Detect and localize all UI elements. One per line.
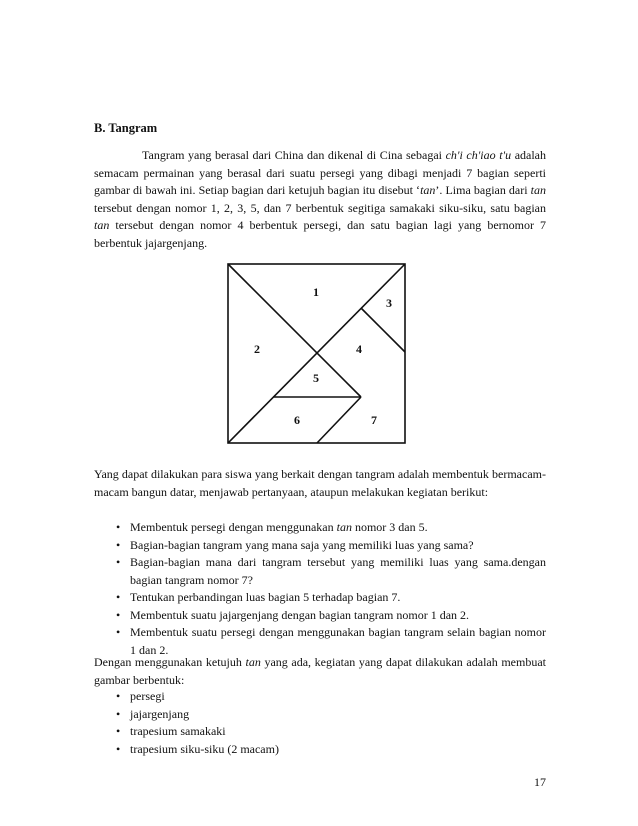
item-text: nomor 3 dan 5. xyxy=(351,520,428,534)
list-item xyxy=(94,589,546,607)
tangram-label-3: 3 xyxy=(386,296,392,310)
bullet-icon: • xyxy=(116,555,121,569)
intro-text-2: adalah semacam permainan yang berasal dari suatu persegi yang dibagi menjadi 7 bagian seperti gambar di bawah ini. Setiap bagian dari ketujuh bagian itu disebut ‘ xyxy=(94,148,547,197)
bullet-icon: • xyxy=(116,706,121,721)
tan-term: tan xyxy=(245,655,261,669)
item-text: persegi xyxy=(130,689,165,703)
tangram-label-5: 5 xyxy=(313,371,319,385)
item-text: trapesium siku-siku (2 macam) xyxy=(130,741,279,756)
page-number: 17 xyxy=(534,775,546,789)
intro-text-4: tersebut dengan nomor 1, 2, 3, 5, dan 7 berbentuk segitiga samakaki siku-siku, satu bagian xyxy=(94,200,546,215)
item-text: Tentukan perbandingan luas bagian 5 terhadap bagian 7. xyxy=(130,590,401,604)
list-item xyxy=(94,723,546,741)
list-item xyxy=(94,537,546,555)
item-text: Bagian-bagian mana dari tangram tersebut yang memiliki luas yang sama.dengan bagian tangram nomor 7? xyxy=(130,555,546,587)
tangram-figure xyxy=(227,263,407,445)
chinese-term: ch'i ch'iao t'u xyxy=(445,148,512,162)
item-text: Membentuk suatu jajargenjang dengan bagian tangram nomor 1 dan 2. xyxy=(130,607,470,622)
shapes-list xyxy=(94,688,546,758)
tan-term: tan xyxy=(530,183,547,197)
bullet-icon: • xyxy=(116,724,121,738)
intro-text-3: ’. Lima bagian dari xyxy=(435,183,531,197)
bullet-icon: • xyxy=(116,607,121,622)
tan-term: tan xyxy=(336,520,352,534)
bullet-icon: • xyxy=(116,590,121,604)
list-item xyxy=(94,519,546,537)
item-text: Membentuk suatu persegi dengan menggunakan bagian tangram selain bagian nomor 1 dan 2. xyxy=(130,625,546,657)
tangram-diagonal xyxy=(228,264,361,397)
list-item xyxy=(94,706,546,724)
tangram-label-1: 1 xyxy=(313,285,319,299)
item-text: jajargenjang xyxy=(130,706,190,721)
tangram-label-7: 7 xyxy=(371,413,377,427)
intro-text-5: tersebut dengan nomor 4 berbentuk persegi, dan satu bagian lagi yang bernomor 7 berbentuk jajargenjang. xyxy=(94,218,546,250)
bullet-icon: • xyxy=(116,520,121,534)
bullet-icon: • xyxy=(116,537,121,552)
tangram-piece-7-edge xyxy=(317,397,361,443)
item-text: Membentuk persegi dengan menggunakan xyxy=(130,520,337,534)
tangram-piece-3-edge xyxy=(361,308,405,352)
item-text: trapesium samakaki xyxy=(130,724,226,738)
shapes-paragraph xyxy=(94,654,546,689)
activities-list xyxy=(94,519,546,659)
bullet-icon: • xyxy=(116,625,121,639)
tangram-label-4: 4 xyxy=(356,342,362,356)
tangram-label-2: 2 xyxy=(254,342,260,356)
intro-paragraph xyxy=(94,147,546,252)
list-item xyxy=(94,741,546,759)
shapes-text-2: yang ada, kegiatan yang dapat dilakukan adalah membuat gambar berbentuk: xyxy=(94,655,546,687)
list-item xyxy=(94,554,546,589)
list-item xyxy=(94,688,546,706)
activities-paragraph: Yang dapat dilakukan para siswa yang berkait dengan tangram adalah membentuk bermacam-macam bangun datar, menjawab pertanyaan, ataupun melakukan kegiatan berikut: xyxy=(94,467,546,499)
tangram-label-6: 6 xyxy=(294,413,300,427)
intro-text-1: Tangram yang berasal dari China dan dikenal di Cina sebagai xyxy=(142,148,446,162)
bullet-icon: • xyxy=(116,689,121,703)
tan-term: tan xyxy=(94,218,110,232)
bullet-icon: • xyxy=(116,741,121,756)
list-item xyxy=(94,607,546,625)
tan-term: tan xyxy=(420,183,436,197)
shapes-text-1: Dengan menggunakan ketujuh xyxy=(94,655,246,669)
section-heading: B. Tangram xyxy=(94,121,158,135)
item-text: Bagian-bagian tangram yang mana saja yang memiliki luas yang sama? xyxy=(130,537,474,552)
